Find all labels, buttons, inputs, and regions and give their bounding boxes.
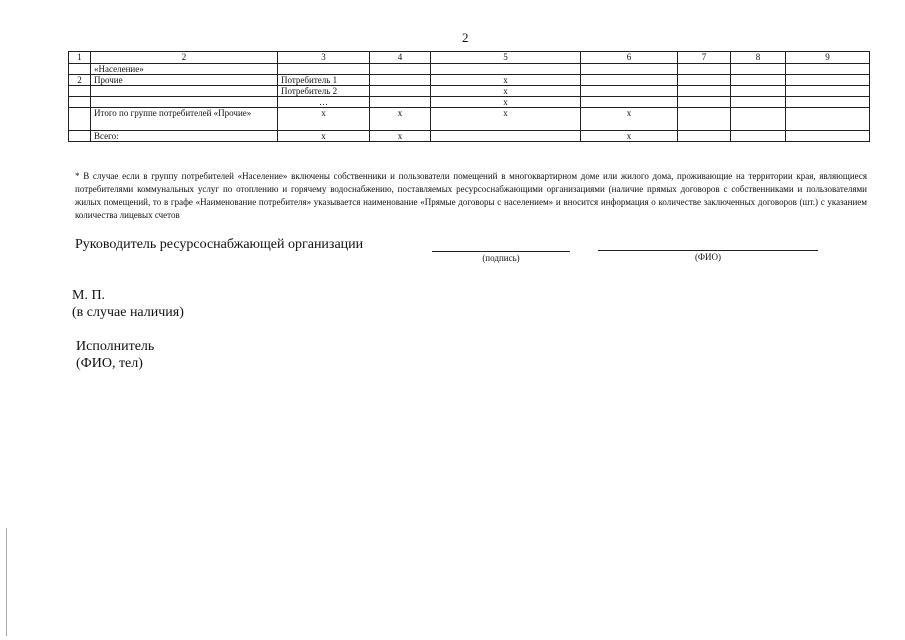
table-cell: 2: [69, 75, 91, 86]
name-line: [598, 250, 818, 251]
table-cell: х: [278, 131, 370, 142]
table-cell: …: [278, 97, 370, 108]
table-cell: [731, 75, 786, 86]
table-cell: [678, 75, 731, 86]
table-row: [69, 131, 870, 142]
column-header: 1: [69, 52, 91, 64]
table-cell: [786, 108, 870, 131]
stamp-label: М. П.: [72, 288, 106, 303]
table-cell: х: [431, 75, 581, 86]
column-header: 7: [678, 52, 731, 64]
table-cell: «Население»: [91, 64, 278, 75]
signature-caption: (подпись): [482, 253, 520, 263]
table-cell: [69, 108, 91, 131]
table-cell: [731, 108, 786, 131]
table-cell: х: [370, 108, 431, 131]
column-header: 4: [370, 52, 431, 64]
table-cell: [370, 75, 431, 86]
table-row: [69, 97, 870, 108]
signature-line: [432, 251, 570, 252]
column-header: 9: [786, 52, 870, 64]
executor-block: [76, 338, 154, 372]
column-header: 8: [731, 52, 786, 64]
table-cell: [786, 75, 870, 86]
table-cell: [91, 86, 278, 97]
column-header: 6: [581, 52, 678, 64]
signature-label: Руководитель ресурсоснабжающей организации: [75, 237, 364, 252]
table-cell: [786, 131, 870, 142]
table-cell: Итого по группе потребителей «Прочие»: [91, 108, 278, 131]
table-cell: [678, 64, 731, 75]
table-cell: [731, 131, 786, 142]
table-cell: х: [431, 108, 581, 131]
table-header-row: [69, 52, 870, 64]
table-cell: [678, 97, 731, 108]
table-cell: [431, 131, 581, 142]
table-cell: [581, 86, 678, 97]
table-cell: [370, 64, 431, 75]
table-cell: [731, 86, 786, 97]
table-cell: х: [581, 108, 678, 131]
table-cell: Всего:: [91, 131, 278, 142]
executor-label: Исполнитель: [76, 339, 155, 354]
scan-margin-line: [6, 528, 7, 636]
footnote: * В случае если в группу потребителей «Население» включены собственники и пользователи помещений в многоквартирном доме или жилого дома, проживающие на территории края, являющиеся потребителями коммунальных услуг по отоплению и горячему водоснабжению, поставляемых ресурсоснабжающими организациями (наличие прямых договоров с собственниками и пользователями жилых помещений, то в графе «Наименование потребителя» указывается наименование «Прямые договоры с населением» и вносится информация о количестве заключенных договоров (шт.) с указанием количества лицевых счетов: [75, 171, 867, 220]
table-cell: [91, 97, 278, 108]
table-cell: [786, 97, 870, 108]
table-cell: х: [431, 86, 581, 97]
table-cell: [581, 64, 678, 75]
table-cell: [786, 64, 870, 75]
table-cell: [370, 86, 431, 97]
table-cell: х: [370, 131, 431, 142]
table-cell: [678, 86, 731, 97]
table-row: [69, 64, 870, 75]
executor-note: (ФИО, тел): [76, 356, 143, 371]
table-cell: [678, 108, 731, 131]
column-header: 2: [91, 52, 278, 64]
table-cell: х: [278, 108, 370, 131]
name-caption: (ФИО): [694, 252, 722, 262]
table-cell: [278, 64, 370, 75]
table-cell: [581, 97, 678, 108]
table-cell: Потребитель 2: [278, 86, 370, 97]
table-cell: [69, 131, 91, 142]
table-cell: [370, 97, 431, 108]
table-cell: х: [431, 97, 581, 108]
stamp-note: (в случае наличия): [72, 305, 184, 320]
table-row: [69, 75, 870, 86]
consumers-table: [68, 51, 870, 142]
table-cell: [69, 97, 91, 108]
table-cell: [678, 131, 731, 142]
table-cell: [69, 86, 91, 97]
column-header: 5: [431, 52, 581, 64]
table-cell: Прочие: [91, 75, 278, 86]
table-cell: [581, 75, 678, 86]
table-cell: [431, 64, 581, 75]
table-row: [69, 86, 870, 97]
table-cell: х: [581, 131, 678, 142]
table-cell: [731, 64, 786, 75]
page-number: 2: [462, 30, 469, 45]
table-cell: [69, 64, 91, 75]
table-row: [69, 108, 870, 131]
table-cell: Потребитель 1: [278, 75, 370, 86]
stamp-block: [72, 287, 184, 321]
column-header: 3: [278, 52, 370, 64]
table-cell: [786, 86, 870, 97]
table-cell: [731, 97, 786, 108]
